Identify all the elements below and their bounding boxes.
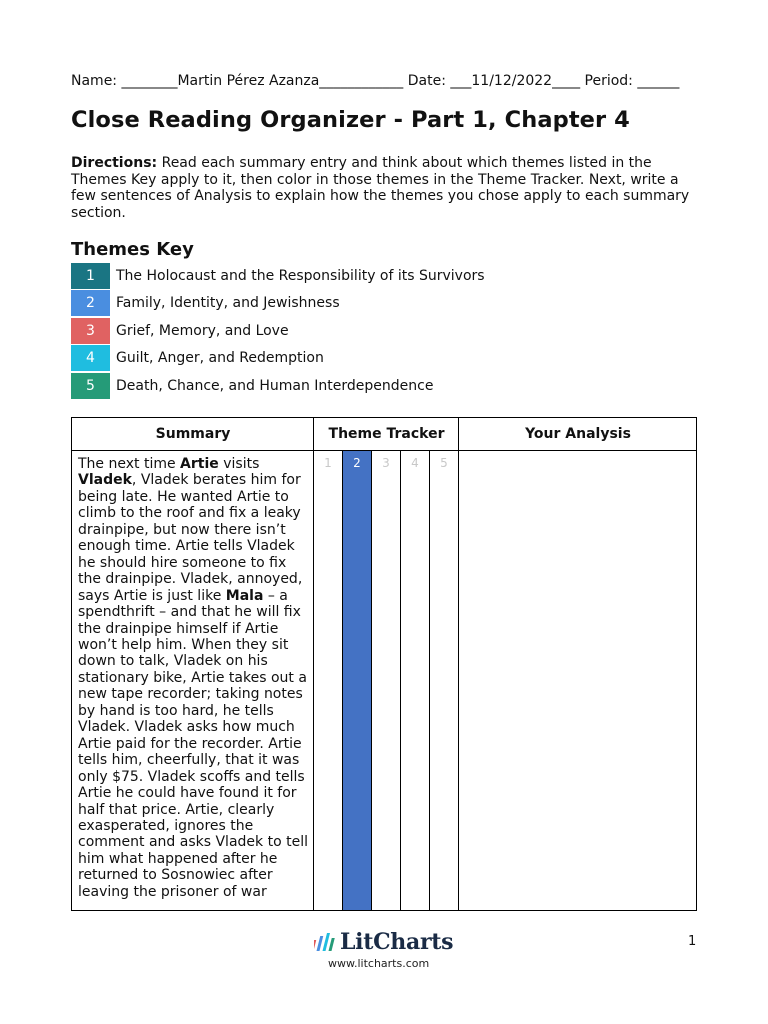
tracker-cell-2[interactable]: 2 [343, 451, 371, 910]
theme-label: Family, Identity, and Jewishness [116, 295, 340, 312]
organizer-table [71, 417, 697, 911]
website-url: www.litcharts.com [328, 957, 430, 970]
header-fields: Name: ________Martin Pérez Azanza____________ Date: ___11/12/2022____ Period: ______ [71, 73, 680, 89]
theme-swatch: 2 [71, 290, 110, 316]
tracker-cell-3[interactable]: 3 [382, 456, 390, 470]
tracker-cell-1[interactable]: 1 [324, 456, 332, 470]
summary-text: – a spendthrift – and that he will fix the drainpipe himself if Artie won’t help him. When they sit down to talk, Vladek on his stationary bike, Artie takes out a new tape recorder; taking notes by hand is too hard, he tells Vladek. Vladek asks how much Artie paid for the recorder. Artie tells him, cheerfully, that it was only $75. Vladek scoffs and tells Artie he could have found it for half that price. Artie, clearly exasperated, ignores the comment and asks Vladek to tell him what happened after he returned to Sosnowiec after leaving the prisoner of war [78, 587, 308, 900]
theme-swatch: 3 [71, 318, 110, 344]
theme-item [71, 262, 485, 290]
character-artie: Artie [180, 456, 219, 472]
litcharts-logo [314, 929, 453, 955]
tracker-cell-5[interactable]: 5 [440, 456, 448, 470]
summary-text: The next time [78, 456, 181, 472]
tracker-cell-4[interactable]: 4 [411, 456, 419, 470]
logo-text: LitCharts [340, 929, 454, 955]
theme-item [71, 372, 485, 400]
themes-key-list [71, 262, 485, 400]
column-divider [458, 418, 459, 910]
theme-label: Death, Chance, and Human Interdependence [116, 377, 434, 394]
page-number: 1 [688, 934, 697, 949]
analysis-cell[interactable] [460, 451, 696, 910]
directions [71, 155, 691, 222]
theme-item [71, 345, 485, 373]
summary-entry [78, 456, 310, 900]
theme-label: Grief, Memory, and Love [116, 322, 289, 339]
summary-text: visits [218, 456, 260, 472]
theme-item [71, 317, 485, 345]
theme-tracker-header: Theme Tracker [328, 426, 445, 442]
page-title: Close Reading Organizer - Part 1, Chapter 4 [71, 107, 630, 133]
directions-text: Read each summary entry and think about which themes listed in the Themes Key apply to it, then color in those themes in the Theme Tracker. Next, write a few sentences of Analysis to explain how the themes you chose apply to each summary section. [71, 155, 690, 222]
theme-swatch: 1 [71, 263, 110, 289]
theme-label: Guilt, Anger, and Redemption [116, 350, 324, 367]
directions-label: Directions: [71, 155, 158, 171]
character-vladek: Vladek [78, 472, 132, 489]
logo-bars-icon [314, 933, 336, 951]
theme-label: The Holocaust and the Responsibility of its Survivors [116, 267, 485, 284]
themes-key-title: Themes Key [71, 239, 194, 260]
theme-swatch: 5 [71, 373, 110, 399]
summary-header: Summary [155, 426, 231, 442]
theme-item [71, 290, 485, 318]
analysis-header: Your Analysis [525, 426, 631, 442]
summary-text: , Vladek berates him for being late. He wanted Artie to climb to the roof and fix a leaky drainpipe, but now there isn’t enough time. Artie tells Vladek he should hire someone to fix the drainpipe. Vladek, annoyed, says Artie is just like [78, 472, 303, 604]
theme-swatch: 4 [71, 345, 110, 371]
character-mala: Mala [225, 587, 264, 604]
